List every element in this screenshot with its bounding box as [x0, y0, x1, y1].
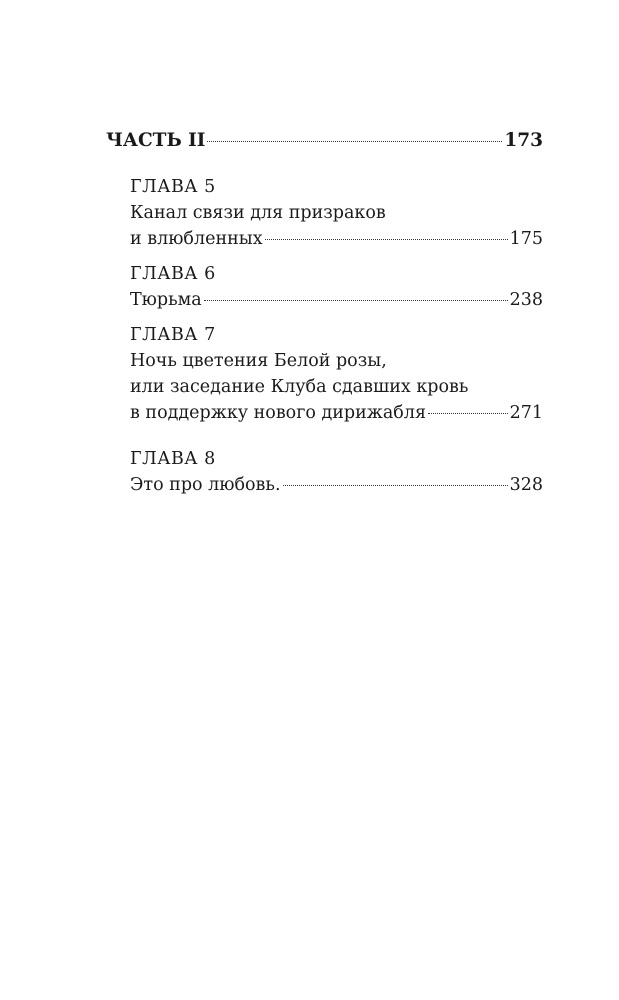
chapter-page-number: 238 [509, 290, 543, 310]
chapter-label: ГЛАВА 7 [130, 325, 216, 345]
table-of-contents [106, 128, 543, 507]
dot-leader [207, 141, 502, 142]
chapter-entry[interactable] [130, 261, 543, 313]
part-entry[interactable] [106, 128, 543, 154]
chapter-title-last-line [130, 400, 543, 426]
dot-leader [428, 413, 508, 414]
chapter-title-line: или заседание Клуба сдавших кровь [130, 377, 469, 397]
chapter-title-text: Тюрьма [130, 290, 202, 310]
chapter-title-last-line [130, 472, 543, 498]
chapter-entry[interactable] [130, 322, 543, 426]
chapter-page-number: 271 [509, 403, 543, 423]
chapter-title-text: и влюбленных [130, 229, 263, 249]
chapter-title-last-line [130, 226, 543, 252]
part-page-number: 173 [504, 130, 543, 151]
chapter-title-line: Ночь цветения Белой розы, [130, 351, 387, 371]
part-title: ЧАСТЬ II [106, 130, 206, 151]
dot-leader [283, 485, 508, 486]
chapter-title-text: в поддержку нового дирижабля [130, 403, 427, 423]
chapter-label: ГЛАВА 5 [130, 177, 216, 197]
chapter-title-line: Канал связи для призраков [130, 203, 386, 223]
dot-leader [265, 239, 508, 240]
chapter-page-number: 328 [509, 475, 543, 495]
chapter-label: ГЛАВА 6 [130, 264, 216, 284]
dot-leader [204, 300, 508, 301]
chapter-entry[interactable] [130, 446, 543, 498]
chapter-entry[interactable] [130, 174, 543, 252]
chapter-title-text: Это про любовь. [130, 475, 281, 495]
chapter-title-last-line [130, 287, 543, 313]
chapter-label: ГЛАВА 8 [130, 449, 216, 469]
chapter-page-number: 175 [509, 229, 543, 249]
